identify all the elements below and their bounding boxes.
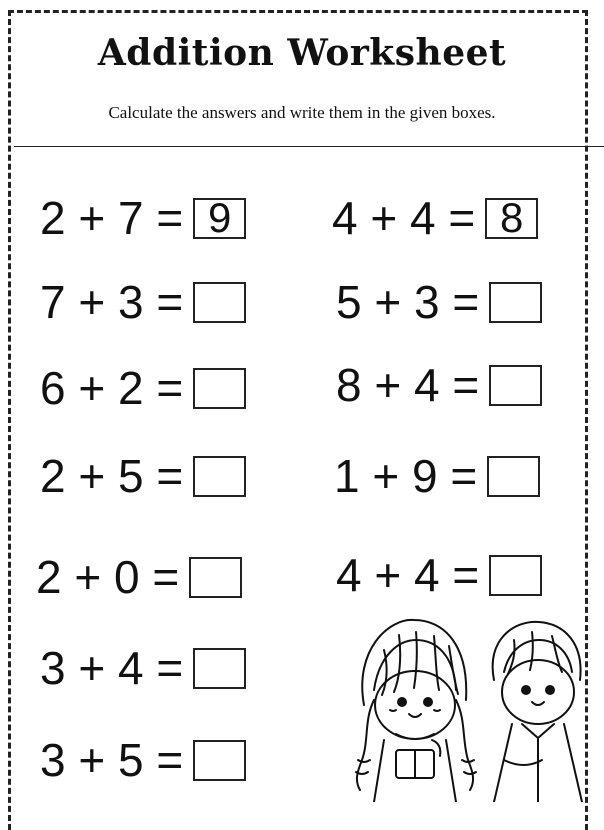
problem-expression: 3 + 4 = <box>40 642 184 694</box>
problem-4 <box>336 276 542 328</box>
problem-expression: 6 + 2 = <box>40 362 184 414</box>
problem-6 <box>336 359 542 411</box>
problem-expression: 8 + 4 = <box>336 359 480 411</box>
boy-figure <box>493 622 582 802</box>
answer-box[interactable] <box>489 282 542 323</box>
two-children-reading-icon <box>344 610 594 802</box>
answer-box[interactable] <box>193 740 246 781</box>
answer-box[interactable] <box>487 456 540 497</box>
problem-3 <box>40 276 246 328</box>
problem-expression: 5 + 3 = <box>336 276 480 328</box>
problem-10 <box>336 549 542 601</box>
problem-9 <box>36 551 242 603</box>
answer-box[interactable] <box>193 368 246 409</box>
answer-box[interactable] <box>489 365 542 406</box>
answer-box[interactable]: 9 <box>193 198 246 239</box>
problem-expression: 2 + 0 = <box>36 551 180 603</box>
answer-box[interactable]: 8 <box>485 198 538 239</box>
problem-12 <box>40 734 246 786</box>
problem-expression: 3 + 5 = <box>40 734 184 786</box>
problem-11 <box>40 642 246 694</box>
header-divider <box>14 146 604 147</box>
answer-box[interactable] <box>193 282 246 323</box>
problem-2 <box>332 192 538 244</box>
problem-expression: 4 + 4 = <box>332 192 476 244</box>
problem-7 <box>40 450 246 502</box>
answer-box[interactable] <box>489 555 542 596</box>
problem-expression: 1 + 9 = <box>334 450 478 502</box>
problem-1 <box>40 192 246 244</box>
problem-5 <box>40 362 246 414</box>
answer-box[interactable] <box>193 456 246 497</box>
problem-expression: 2 + 5 = <box>40 450 184 502</box>
answer-box[interactable] <box>193 648 246 689</box>
girl-figure <box>356 620 476 802</box>
worksheet-instructions: Calculate the answers and write them in the given boxes. <box>108 103 496 122</box>
problem-expression: 4 + 4 = <box>336 549 480 601</box>
problem-8 <box>334 450 540 502</box>
worksheet-title: Addition Worksheet <box>97 32 507 74</box>
problem-expression: 2 + 7 = <box>40 192 184 244</box>
answer-box[interactable] <box>189 557 242 598</box>
problem-expression: 7 + 3 = <box>40 276 184 328</box>
